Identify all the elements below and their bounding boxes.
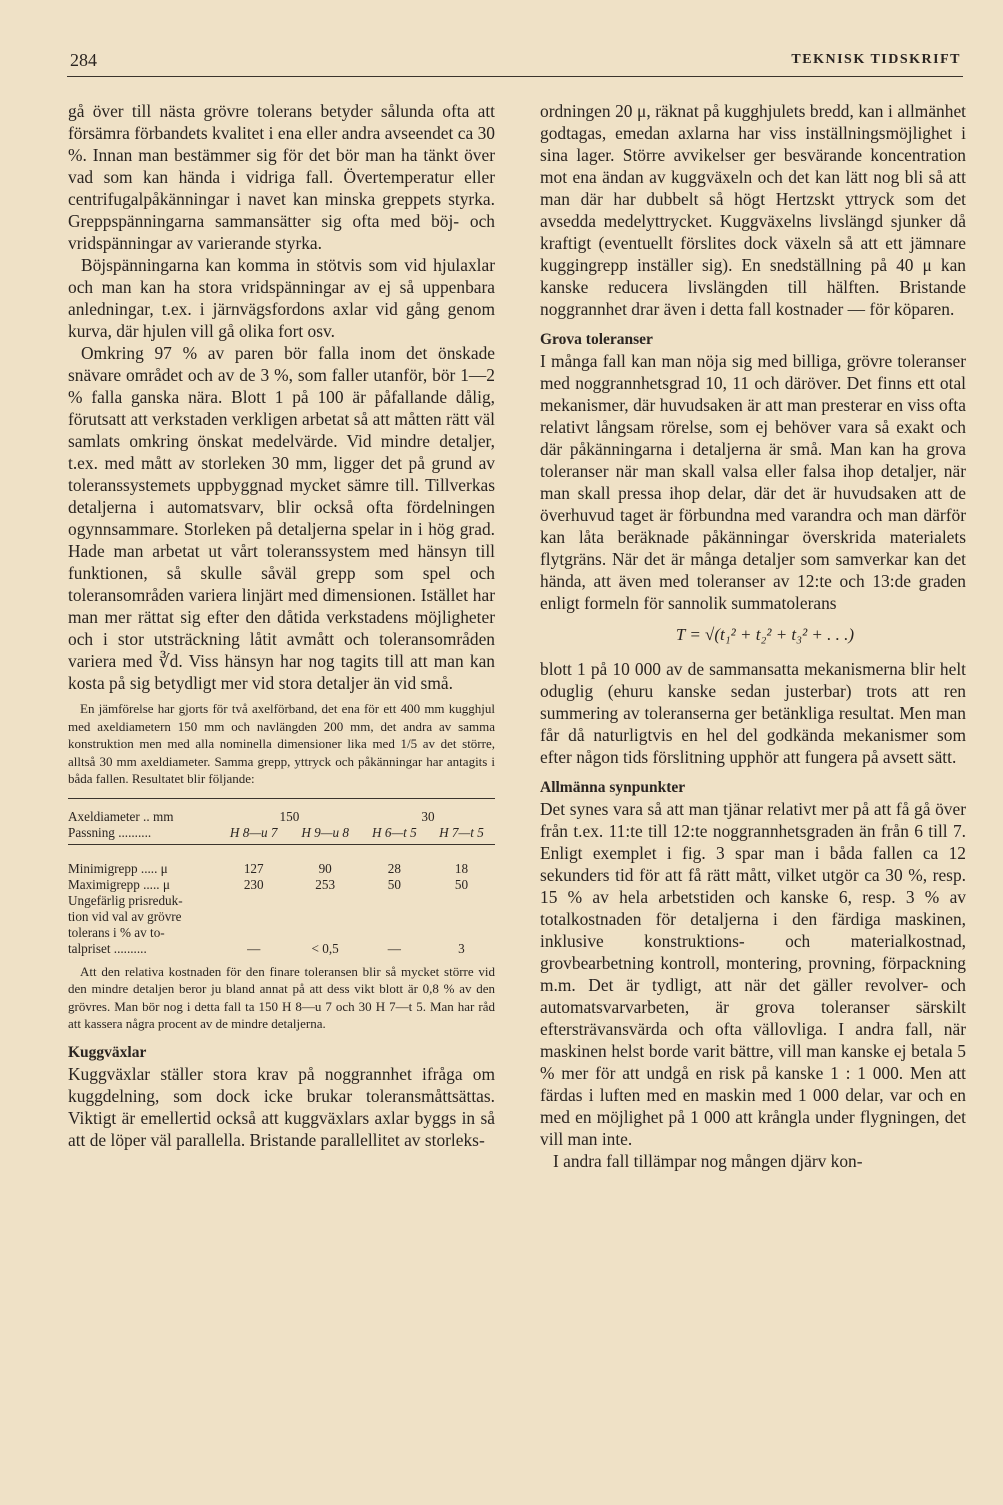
page-header bbox=[67, 50, 963, 77]
table-row-label: Ungefärlig prisreduk- bbox=[68, 892, 183, 908]
table-row-label: Passning .......... bbox=[68, 825, 218, 845]
page-number: 284 bbox=[70, 50, 97, 70]
paragraph: I många fall kan man nöja sig med billiga, grövre toleranser med noggrannhetsgrad 10, 11 och däröver. Det finns ett otal mekanismer, där huvudsaken är att man presterar en viss ofta relativt långsam rörelse, som ej behöver vara så exakt och där påkänningarna i detaljerna är små. Man kan ha grova toleranser när man skall valsa eller falsa ihop detaljer, när man skall pressa ihop delar, där det är huvudsaken att de överhuvud taget är förbundna med varandra och man därför kan låta beräknade påkänningar överskrida materialets flytgräns. När det är många detaljer som samverkar kan det hända, att även med toleranser av 12:te och 13:de graden enligt formeln för sannolik summatolerans bbox=[540, 351, 966, 613]
table-row-label: talpriset .......... bbox=[68, 940, 147, 956]
table-cell: 28 bbox=[387, 860, 401, 876]
table-row-label: Maximigrepp ..... μ bbox=[68, 876, 170, 892]
table-cell: 127 bbox=[243, 860, 264, 876]
table-cell: 18 bbox=[454, 860, 469, 876]
formula: T = √(t₁² + t₂² + t₃² + . . .) bbox=[675, 625, 855, 644]
section-heading: Grova toleranser bbox=[540, 331, 653, 348]
table-row-label: Axeldiameter .. mm bbox=[68, 808, 174, 824]
table-cell: 50 bbox=[454, 876, 469, 892]
comparison-table bbox=[68, 798, 495, 957]
table-cell: 3 bbox=[458, 940, 465, 956]
paragraph: Kuggväxlar ställer stora krav på noggrannhet ifråga om kuggdelning, som dock icke brukar toleransmåttsättas. Viktigt är emellertid också att kuggväxlars axlar byggs in så att de löper väl parallella. Bristande parallellitet av storleks- bbox=[68, 1063, 495, 1150]
table-cell: 50 bbox=[387, 876, 401, 892]
table-cell: 253 bbox=[315, 876, 336, 892]
table-cell: < 0,5 bbox=[311, 940, 339, 956]
table-cell: 150 bbox=[279, 808, 300, 824]
section-heading: Allmänna synpunkter bbox=[540, 779, 686, 796]
section-heading: Kuggväxlar bbox=[68, 1043, 147, 1061]
paragraph: Böjspänningarna kan komma in stötvis som vid hjulaxlar och man kan ha stora vridspänningar av ej så uppenbara anledningar, t.ex. i järnvägsfordons axlar vid gång genom kurva, där hjulen vill gå olika fort osv. bbox=[68, 255, 495, 341]
table-cell: — bbox=[387, 940, 401, 956]
table-cell: H 9—u 8 bbox=[289, 825, 360, 845]
paragraph: Det synes vara så att man tjänar relativt mer på att få gå över från t.ex. 11:te till 12:te noggrannhetsgraden än från 6 till 7. Enligt exemplet i fig. 3 spar man i båda fallen ca 12 sekunders tid för att få rätt mått, vilket utgör ca 30 %, resp. 15 % av hela arbetstiden och kanske 6, resp. 3 % av totalkostnaden för detaljerna i den färdiga maskinen, inklusive konstruktions- och materialkostnad, grovbearbetning kontroll, montering, provning, förpackning m.m. Det är tydligt, att när det gäller revolver- och automatsvarvarbeten, är grova toleranser särskilt eftersträvansvärda och ofta vällovliga. I andra fall, när maskinen helst borde varit bättre, vill man kanske ej betala 5 % mer för att undgå en risk på kanske 1 : 1 000. Men att färdas i luften med en maskin med 1 000 delar, var och en med en möjlighet på 1 000 att krångla under flygningen, det vill man inte. bbox=[540, 799, 966, 1149]
paragraph: ordningen 20 μ, räknat på kugghjulets bredd, kan i allmänhet godtagas, emedan axlarna har viss inställningsmöjlighet i sina lager. Större avvikelser ger besvärande koncentration mot ena ändan av kuggväxeln och det kan lätt nog bli så att man där har dubbelt så högt Hertzskt yttryck som det avsedda medelyttrycket. Kuggväxelns livslängd sjunker då kraftigt (eventuellt förslites dock växeln så att ett jämnare kuggingrepp inställer sig). En snedställning på 40 μ kan kanske reducera livslängden till hälften. Bristande noggrannhet drar även i detta fall kostnader — för köparen. bbox=[540, 101, 966, 319]
table-cell: 230 bbox=[243, 876, 264, 892]
table-row-label: Minimigrepp ..... μ bbox=[68, 860, 168, 876]
small-print-conclusion: Att den relativa kostnaden för den finare toleransen blir så mycket större vid den mindre detaljen beror ju bland annat på att dess vikt blott är 0,8 % av den grövres. Man bör nog i detta fall ta 150 H 8—u 7 och 30 H 7—t 5. Man har råd att kassera några procent av de mindre detaljerna. bbox=[68, 963, 495, 1031]
table-cell: — bbox=[247, 940, 261, 956]
right-column bbox=[540, 100, 966, 1172]
paragraph: I andra fall tillämpar nog mången djärv kon- bbox=[553, 1151, 863, 1171]
table-row-label: tolerans i % av to- bbox=[68, 924, 165, 940]
paragraph: Omkring 97 % av paren bör falla inom det önskade snävare området och av de 3 %, som faller utanför, bör 1—2 % falla ganska nära. Blott 1 på 100 är påfallande dålig, förutsatt att verkstaden verkligen arbetat så att måtten rätt väl samlats omkring önskat medelvärde. Vid mindre detaljer, t.ex. med mått av storleken 30 mm, ligger det på grund av toleranssystemets uppbyggnad mycket sämre till. Tillverkas detaljerna i automatsvarv, blir också ofta fördelningen ogynnsammare. Storleken på detaljerna spelar in i hög grad. Hade man arbetat ut vårt toleranssystem med hänsyn till funktionen, så skulle såväl grepp som spel och toleransområden variera linjärt med dimensionen. Istället har man mer rättat sig efter den dåtida verkstadens möjligheter och i stor utsträckning låtit avmått och toleransområden variera med ∛d. Viss hänsyn har nog tagits till att man kan kosta på sig betydligt mer vid stora detaljer än vid små. bbox=[68, 343, 495, 693]
journal-title: TEKNISK TIDSKRIFT bbox=[791, 52, 961, 67]
table-cell: 30 bbox=[421, 808, 435, 824]
table-cell: 90 bbox=[318, 860, 332, 876]
table-cell: H 6—t 5 bbox=[361, 825, 428, 845]
paragraph: gå över till nästa grövre tolerans betyder sålunda ofta att försämra förbandets kvalitet i ena eller andra avseendet ca 30 %. Innan man bestämmer sig för det bör man ha tänkt över vad som kan hända i vidriga fall. Övertemperatur eller centrifugalpåkänningar i navet kan minska greppets styrka. Greppspänningarna sammansätter sig ofta med böj- och vridspänningar av varierande styrka. bbox=[68, 101, 495, 253]
left-column bbox=[68, 100, 495, 1151]
paragraph: blott 1 på 10 000 av de sammansatta mekanismerna blir helt oduglig (ehuru kanske sedan justerbar) trots att ren summering av toleranserna ger betänkliga resultat. Men man får då naturligtvis en hel del godkända mekanismer som efter någon tids förslitning upphör att fungera på avsett sätt. bbox=[540, 659, 966, 767]
small-print-intro: En jämförelse har gjorts för två axelförband, det ena för ett 400 mm kugghjul med axeldiametern 150 mm och navlängden 200 mm, det andra av samma konstruktion men med alla nominella dimensioner lika med 1/5 av det större, alltså 30 mm axeldiameter. Samma grepp, yttryck och påkänningar har antagits i båda fallen. Resultatet blir följande: bbox=[68, 701, 495, 786]
table-row-label: tion vid val av grövre bbox=[68, 908, 182, 924]
table-cell: H 7—t 5 bbox=[428, 825, 495, 845]
table-cell: H 8—u 7 bbox=[218, 825, 289, 845]
